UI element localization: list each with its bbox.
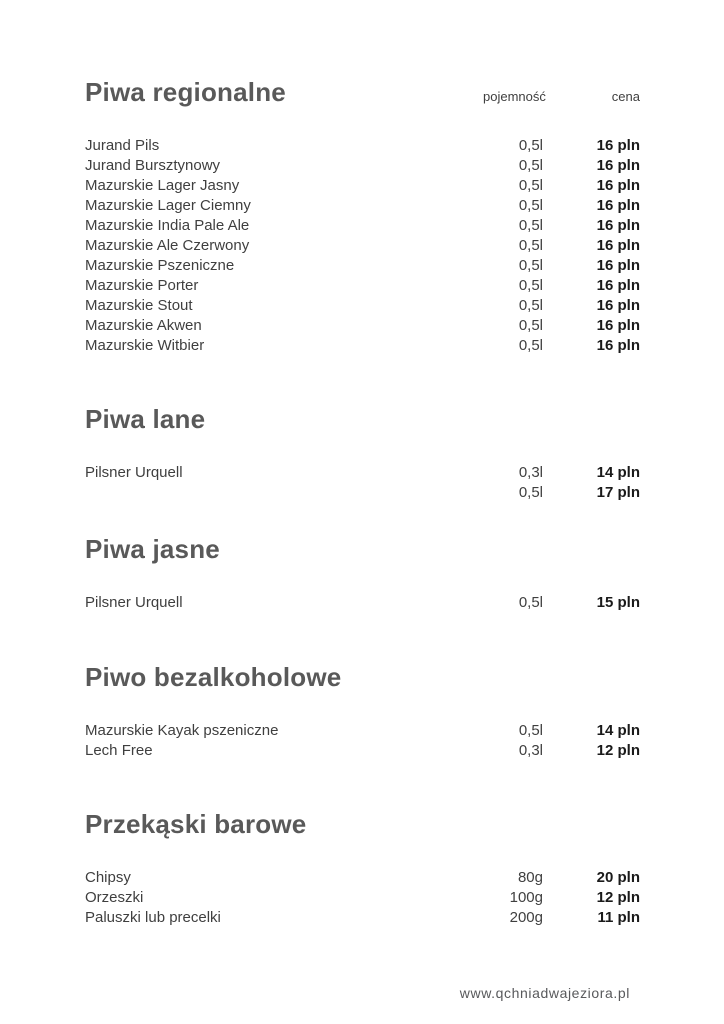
section-header [85, 405, 640, 433]
item-name: Pilsner Urquell [85, 594, 183, 611]
item-price: 17 pln [596, 484, 640, 501]
item-name: Lech Free [85, 742, 153, 759]
section-header [85, 663, 640, 691]
section-title-piwa-regionalne: Piwa regionalne [85, 77, 286, 107]
item-rows [85, 463, 640, 503]
menu-item-row [85, 888, 640, 908]
item-weight: 200g [509, 909, 543, 926]
item-price: 16 pln [596, 237, 640, 254]
menu-item-row [85, 176, 640, 196]
menu-item-row [85, 741, 640, 761]
item-name: Mazurskie Witbier [85, 337, 205, 354]
item-volume: 0,3l [518, 742, 543, 759]
menu-item-row [85, 276, 640, 296]
item-name: Mazurskie Stout [85, 297, 193, 314]
item-price: 12 pln [596, 889, 640, 906]
item-rows [85, 593, 640, 613]
menu-item-row [85, 593, 640, 613]
item-price: 16 pln [596, 257, 640, 274]
item-rows [85, 868, 640, 928]
section-piwo-bezalkoholowe [85, 663, 640, 761]
column-header-volume: pojemność [483, 89, 546, 104]
item-volume: 0,5l [518, 297, 543, 314]
item-price: 15 pln [596, 594, 640, 611]
item-price: 11 pln [597, 909, 640, 926]
item-price: 16 pln [596, 297, 640, 314]
item-volume: 0,5l [518, 217, 543, 234]
item-volume: 0,5l [518, 594, 543, 611]
item-name: Mazurskie Porter [85, 277, 199, 294]
item-price: 14 pln [596, 722, 640, 739]
section-title-piwa-lane: Piwa lane [85, 404, 206, 434]
item-volume: 0,5l [518, 177, 543, 194]
item-price: 16 pln [596, 137, 640, 154]
item-volume: 0,5l [518, 257, 543, 274]
item-volume: 0,5l [518, 197, 543, 214]
item-volume: 0,5l [518, 237, 543, 254]
item-volume: 0,5l [518, 157, 543, 174]
menu-item-row [85, 908, 640, 928]
menu-item-row [85, 216, 640, 236]
section-przekaski-barowe [85, 810, 640, 928]
item-name: Orzeszki [85, 889, 144, 906]
section-piwa-jasne [85, 535, 640, 613]
item-volume: 0,5l [518, 337, 543, 354]
item-weight: 80g [517, 869, 543, 886]
item-rows [85, 721, 640, 761]
menu-item-row [85, 296, 640, 316]
section-header [85, 810, 640, 838]
menu-item-row [85, 463, 640, 483]
item-name: Mazurskie Lager Ciemny [85, 197, 251, 214]
section-title-piwo-bezalkoholowe: Piwo bezalkoholowe [85, 662, 342, 692]
item-price: 16 pln [596, 317, 640, 334]
item-rows [85, 136, 640, 356]
item-name: Mazurskie Kayak pszeniczne [85, 722, 279, 739]
section-header [85, 535, 640, 563]
menu-item-row [85, 256, 640, 276]
item-price: 16 pln [596, 337, 640, 354]
item-name: Pilsner Urquell [85, 464, 183, 481]
item-price: 16 pln [596, 197, 640, 214]
menu-item-row [85, 236, 640, 256]
section-piwa-lane [85, 405, 640, 503]
item-price: 12 pln [596, 742, 640, 759]
section-piwa-regionalne [85, 78, 640, 356]
item-name: Jurand Bursztynowy [85, 157, 221, 174]
menu-item-row [85, 483, 640, 503]
item-name: Mazurskie Akwen [85, 317, 202, 334]
menu-item-row [85, 336, 640, 356]
item-volume: 0,5l [518, 137, 543, 154]
item-volume: 0,5l [518, 484, 543, 501]
item-price: 14 pln [596, 464, 640, 481]
item-volume: 0,5l [518, 722, 543, 739]
item-name: Mazurskie Pszeniczne [85, 257, 235, 274]
website-url: www.qchniadwajeziora.pl [459, 985, 630, 1001]
section-header [85, 78, 640, 106]
section-title-przekaski-barowe: Przekąski barowe [85, 809, 307, 839]
column-header-price: cena [611, 89, 640, 104]
menu-item-row [85, 196, 640, 216]
item-name: Jurand Pils [85, 137, 160, 154]
item-volume: 0,5l [518, 317, 543, 334]
section-title-piwa-jasne: Piwa jasne [85, 534, 220, 564]
item-name: Paluszki lub precelki [85, 909, 221, 926]
menu-item-row [85, 868, 640, 888]
item-price: 20 pln [596, 869, 640, 886]
item-volume: 0,3l [518, 464, 543, 481]
item-volume: 0,5l [518, 277, 543, 294]
item-price: 16 pln [596, 217, 640, 234]
item-weight: 100g [509, 889, 543, 906]
item-price: 16 pln [596, 157, 640, 174]
item-price: 16 pln [596, 177, 640, 194]
menu-item-row [85, 156, 640, 176]
menu-item-row [85, 721, 640, 741]
item-name: Mazurskie Lager Jasny [85, 177, 240, 194]
item-name: Chipsy [85, 869, 131, 886]
item-name: Mazurskie Ale Czerwony [85, 237, 250, 254]
menu-item-row [85, 316, 640, 336]
menu-item-row [85, 136, 640, 156]
item-price: 16 pln [596, 277, 640, 294]
item-name: Mazurskie India Pale Ale [85, 217, 250, 234]
